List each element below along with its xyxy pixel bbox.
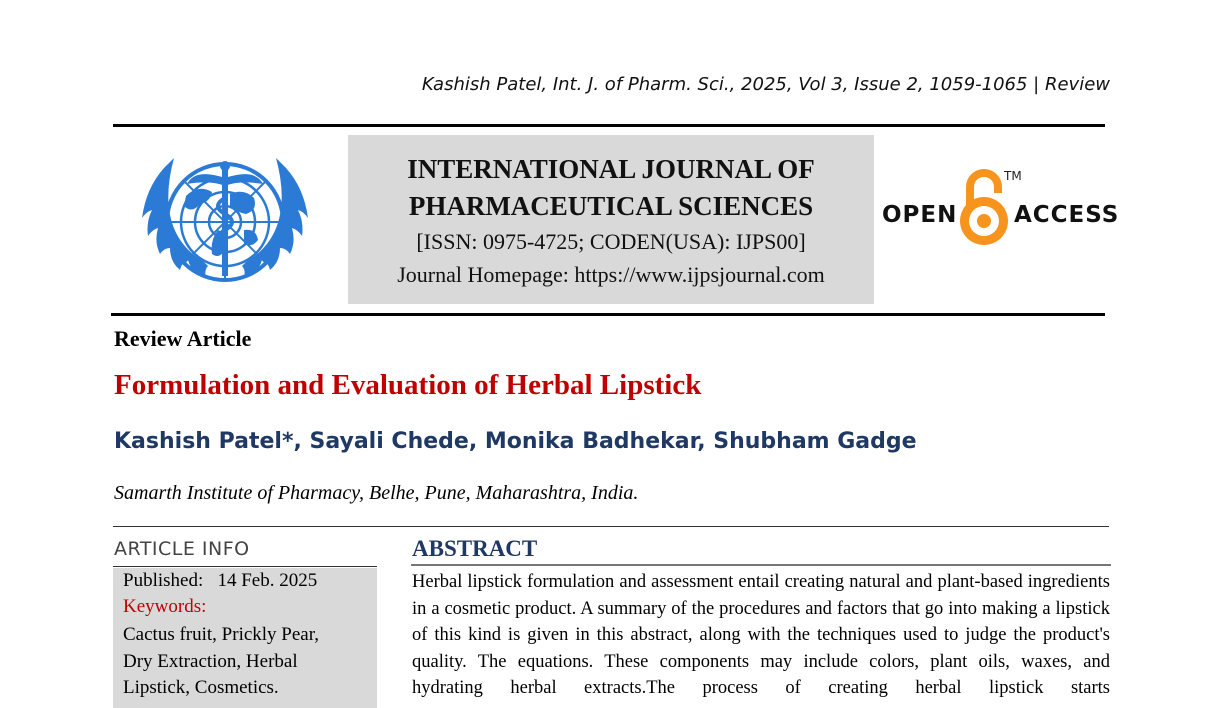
section-divider [113,526,1109,527]
open-access-open-text: OPEN [882,202,958,228]
journal-issn: [ISSN: 0975-4725; CODEN(USA): IJPS00] [416,229,806,254]
published-date: Published: 14 Feb. 2025 [123,570,318,591]
journal-title-line1: INTERNATIONAL JOURNAL OF [407,154,815,184]
header-rule-top [113,124,1105,127]
keywords-label: Keywords: [123,596,207,617]
header-rule-bottom [111,313,1105,316]
journal-emblem-logo [126,138,324,306]
open-access-access-text: ACCESS [1014,202,1120,228]
journal-title-line2: PHARMACEUTICAL SCIENCES [408,191,814,221]
abstract-heading: ABSTRACT [412,536,538,561]
article-title: Formulation and Evaluation of Herbal Lipstick [114,369,702,401]
running-header-citation: Kashish Patel, Int. J. of Pharm. Sci., 2025, Vol 3, Issue 2, 1059-1065 | Review [421,74,1110,95]
open-access-logo [880,165,1120,255]
article-affiliation: Samarth Institute of Pharmacy, Belhe, Pune, Maharashtra, India. [114,482,639,504]
article-type: Review Article [114,326,252,351]
trademark-symbol: TM [1004,169,1022,183]
keywords-list: Cactus fruit, Prickly Pear, Dry Extraction, Herbal Lipstick, Cosmetics. [123,624,320,698]
article-authors: Kashish Patel*, Sayali Chede, Monika Badhekar, Shubham Gadge [114,429,917,454]
journal-banner [348,135,874,304]
journal-title [348,151,874,225]
journal-homepage: Journal Homepage: https://www.ijpsjournal.com [397,262,825,287]
abstract-rule [411,564,1111,566]
article-info-heading: ARTICLE INFO [114,538,250,560]
article-info-box [113,568,377,708]
abstract-text: Herbal lipstick formulation and assessment entail creating natural and plant-based ingredients in a cosmetic product. A summary of the procedures and factors that go into making a lipstick of this kind is given in this abstract, along with the techniques used to judge the product's quality. The equations. These components may include colors, plant oils, waxes, and hydrating herbal extracts.The process of creating herbal lipstick starts [412,572,1110,698]
article-info-rule [113,566,377,567]
